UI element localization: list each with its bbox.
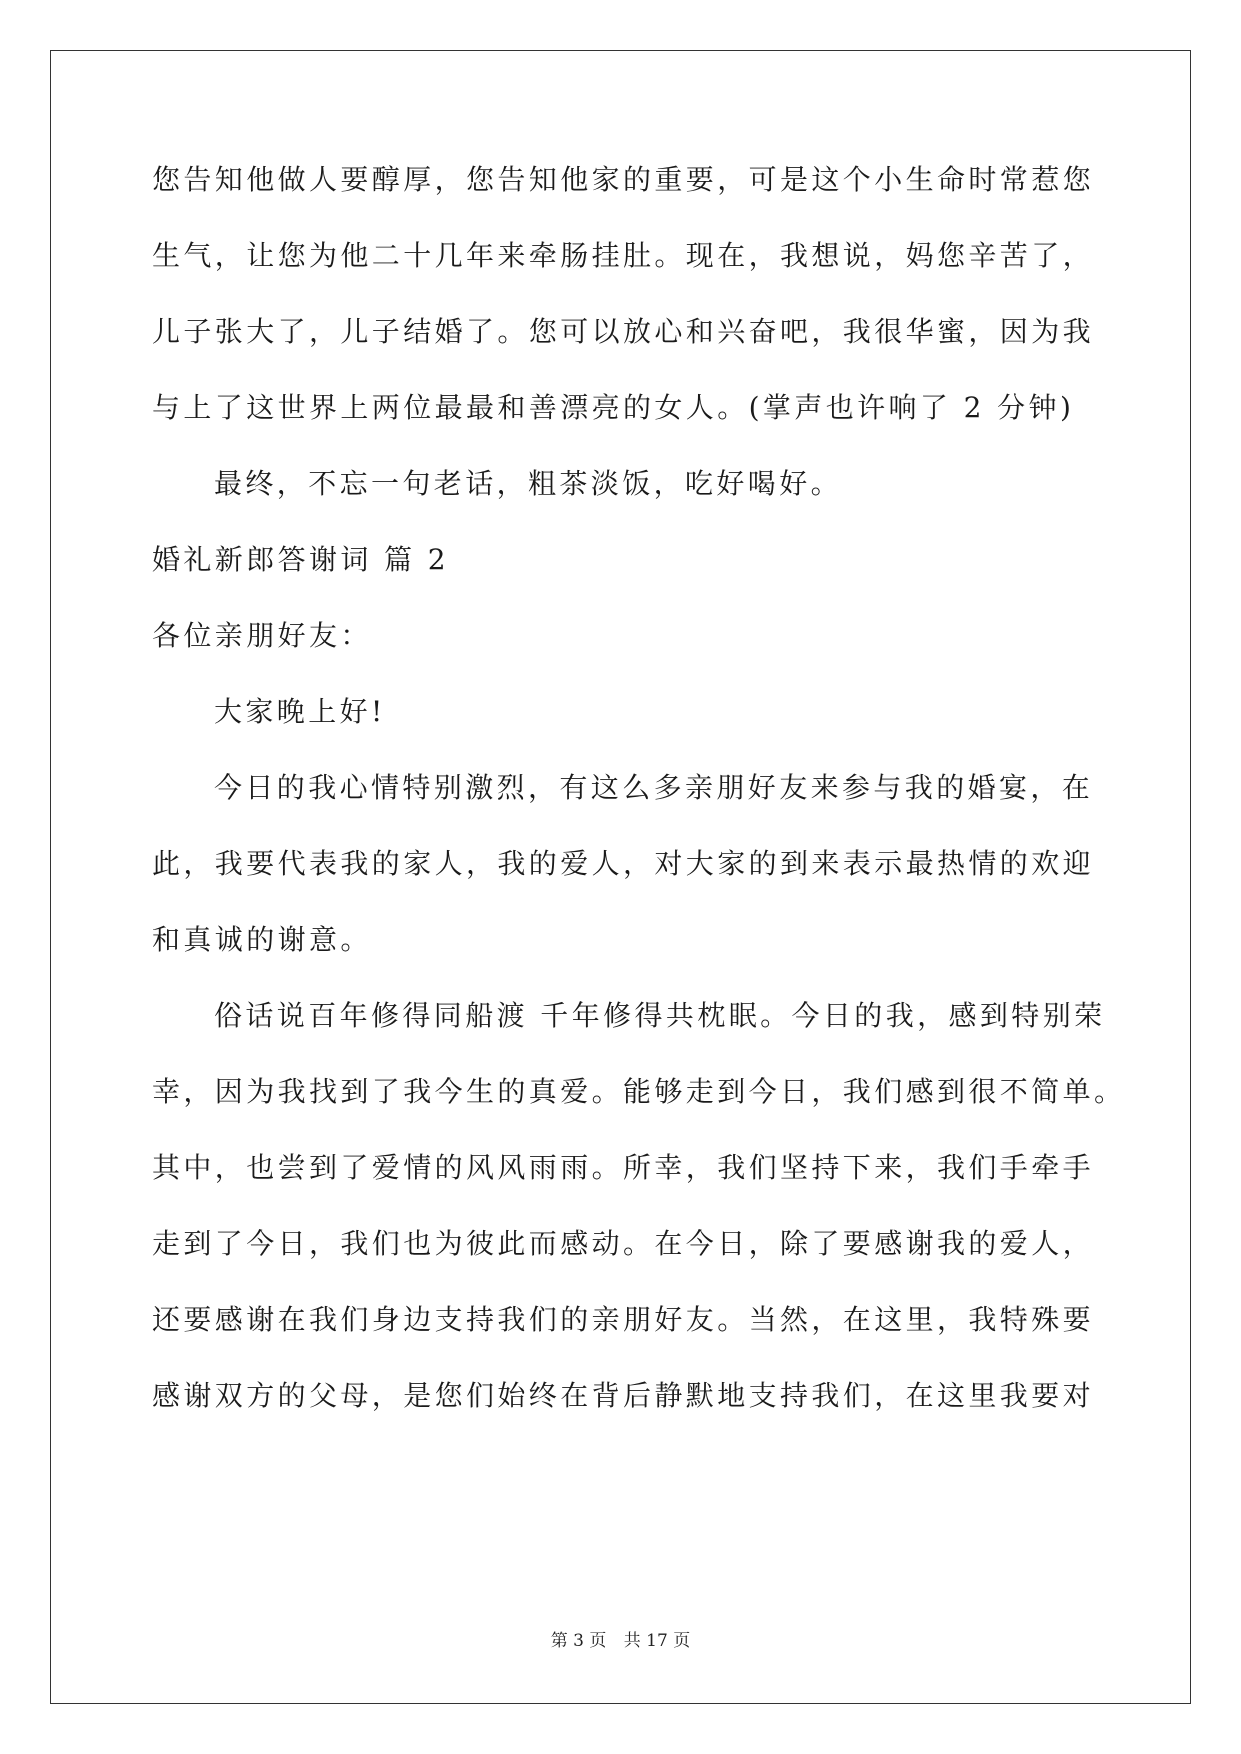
paragraph-line: 其中，也尝到了爱情的风风雨雨。所幸，我们坚持下来，我们手牵手 (152, 1151, 1095, 1184)
paragraph-line: 走到了今日，我们也为彼此而感动。在今日，除了要感谢我的爱人， (152, 1227, 1095, 1260)
page-total: 共 17 页 (623, 1631, 691, 1651)
page-number: 第 3 页 (550, 1631, 607, 1651)
paragraph-line: 幸，因为我找到了我今生的真爱。能够走到今日，我们感到很不简单。 (152, 1075, 1126, 1108)
salutation: 各位亲朋好友： (152, 619, 372, 652)
paragraph-line: 生气，让您为他二十几年来牵肠挂肚。现在，我想说，妈您辛苦了， (152, 239, 1095, 272)
paragraph-line: 还要感谢在我们身边支持我们的亲朋好友。当然，在这里，我特殊要 (152, 1303, 1095, 1336)
paragraph-line: 与上了这世界上两位最最和善漂亮的女人。(掌声也许响了 2 分钟) (152, 391, 1075, 424)
greeting: 大家晚上好! (214, 695, 386, 728)
paragraph-line: 最终，不忘一句老话，粗茶淡饭，吃好喝好。 (214, 467, 843, 500)
paragraph-line: 儿子张大了，儿子结婚了。您可以放心和兴奋吧，我很华蜜，因为我 (152, 315, 1095, 348)
paragraph-line: 俗话说百年修得同船渡 千年修得共枕眠。今日的我，感到特别荣 (214, 999, 1106, 1032)
paragraph-line: 今日的我心情特别激烈，有这么多亲朋好友来参与我的婚宴，在 (214, 771, 1094, 804)
page-footer (0, 1626, 1241, 1651)
paragraph-line: 此，我要代表我的家人，我的爱人，对大家的到来表示最热情的欢迎 (152, 847, 1095, 880)
paragraph-line: 感谢双方的父母，是您们始终在背后静默地支持我们，在这里我要对 (152, 1379, 1095, 1412)
paragraph-line: 您告知他做人要醇厚，您告知他家的重要，可是这个小生命时常惹您 (152, 163, 1095, 196)
section-heading: 婚礼新郎答谢词 篇 2 (152, 543, 450, 576)
paragraph-line: 和真诚的谢意。 (152, 923, 372, 956)
